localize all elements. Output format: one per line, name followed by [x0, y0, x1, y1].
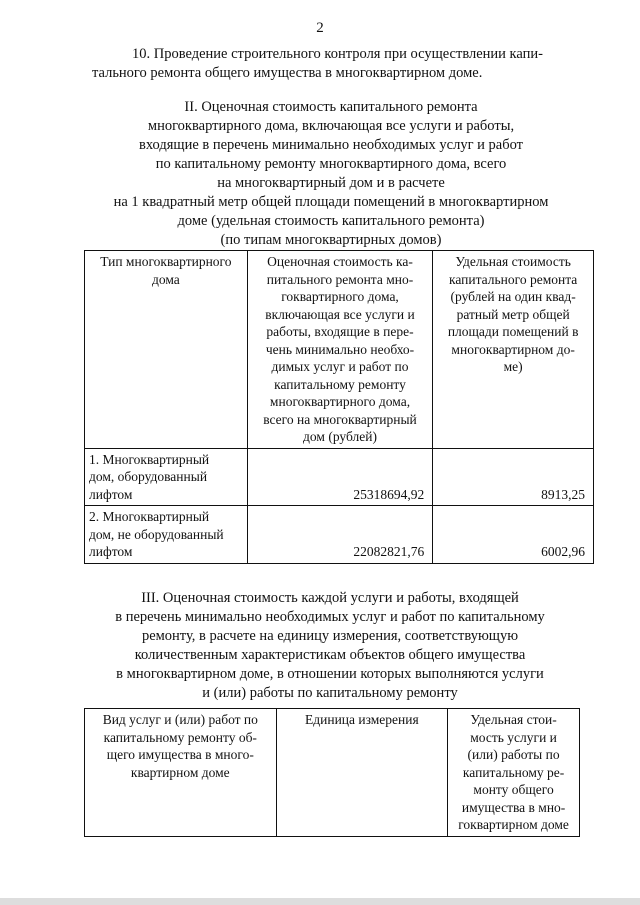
page-bottom-edge: [0, 898, 640, 905]
row-cost-per-sqm: 6002,96: [433, 506, 594, 564]
section-3-heading-line: III. Оценочная стоимость каждой услуги и работы, входящей: [141, 590, 519, 606]
table-row: [85, 448, 594, 506]
row-label-without-elevator: 2. Многоквартирный дом, не оборудованный лифтом: [85, 506, 248, 564]
section-3-heading-line: ремонту, в расчете на единицу измерения, соответствующую: [141, 628, 519, 644]
section-3-heading: [90, 589, 570, 703]
page-number: 2: [316, 20, 324, 36]
section-2-heading-line: многоквартирного дома, включающая все услуги и работы,: [147, 118, 515, 134]
header-building-type: Тип многоквартирного дома: [85, 251, 248, 449]
row-total-cost: 22082821,76: [247, 506, 433, 564]
cost-table-header-row: [85, 251, 594, 449]
section-2-heading-line: входящие в перечень минимально необходимых услуг и работ: [138, 137, 524, 153]
section-3-heading-line: количественным характеристикам объектов общего имущества: [134, 647, 526, 663]
header-unit-cost: Удельная стои- мость услуги и (или) работы по капитальному ре- монту общего имущества в мно- гоквартирном доме: [448, 709, 580, 837]
section-2-heading-line: на многоквартирный дом и в расчете: [217, 175, 445, 191]
item-10-line-2: тального ремонта общего имущества в многоквартирном доме.: [92, 65, 483, 81]
header-service-type: Вид услуг и (или) работ по капитальному ремонту об- щего имущества в много- квартирном доме: [85, 709, 277, 837]
table-row: [85, 506, 594, 564]
section-2-heading-line: по капитальному ремонту многоквартирного дома, всего: [155, 156, 507, 172]
section-2-heading-line: II. Оценочная стоимость капитального ремонта: [184, 99, 478, 115]
section-3-heading-line: в перечень минимально необходимых услуг и работ по капитальному: [115, 609, 545, 625]
section-2-heading: [96, 98, 566, 250]
item-10-line-1: 10. Проведение строительного контроля при осуществлении капи-: [132, 46, 543, 62]
services-table-header-row: [85, 709, 580, 837]
header-unit: Единица измерения: [276, 709, 448, 837]
item-10-paragraph: [92, 45, 574, 83]
services-table: [84, 708, 580, 837]
cost-table: [84, 250, 594, 564]
section-2-heading-line: доме (удельная стоимость капитального ремонта): [177, 213, 485, 229]
row-label-with-elevator: 1. Многоквартирный дом, оборудованный лифтом: [85, 448, 248, 506]
section-2-heading-line: (по типам многоквартирных домов): [220, 232, 442, 248]
header-cost-per-sqm: Удельная стоимость капитального ремонта (рублей на один квад- ратный метр общей площади помещений в многоквартирном до- ме): [433, 251, 594, 449]
section-3-heading-line: и (или) работы по капитальному ремонту: [202, 685, 458, 701]
header-total-cost: Оценочная стоимость ка- питального ремонта мно- гоквартирного дома, включающая все услуги и работы, входящие в пере- чень минимально необхо- димых услуг и работ по капитальному ремонту многоквартирного дома, всего на многоквартирный дом (рублей): [247, 251, 433, 449]
section-2-heading-line: на 1 квадратный метр общей площади помещений в многоквартирном: [113, 194, 549, 210]
row-total-cost: 25318694,92: [247, 448, 433, 506]
section-3-heading-line: в многоквартирном доме, в отношении которых выполняются услуги: [116, 666, 544, 682]
row-cost-per-sqm: 8913,25: [433, 448, 594, 506]
